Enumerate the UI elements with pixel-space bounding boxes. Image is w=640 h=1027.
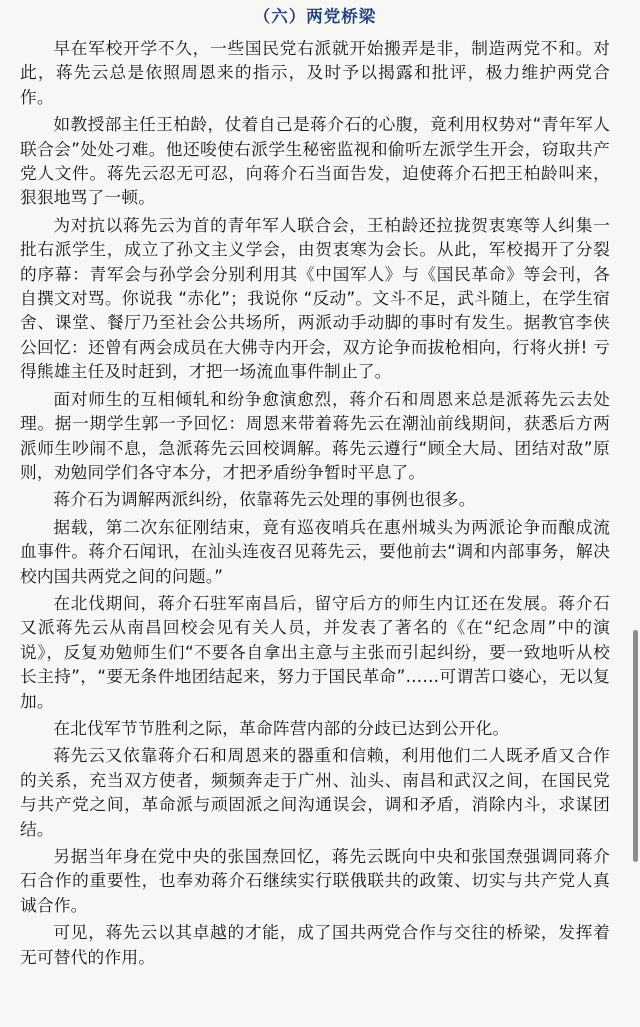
paragraph-10: 另据当年身在党中央的张国焘回忆，蒋先云既向中央和张国焘强调同蒋介石合作的重要性，也奉劝蒋介石继续实行联俄联共的政策、切实与共产党人真诚合作。 (20, 846, 610, 915)
paragraph-8: 在北伐军节节胜利之际，革命阵营内部的分歧已达到公开化。 (53, 717, 510, 738)
paragraph-11: 可见，蒋先云以其卓越的才能，成了国共两党合作与交往的桥梁，发挥着无可替代的作用。 (20, 922, 610, 967)
paragraph-5: 蒋介石为调解两派纠纷，依靠蒋先云处理的事例也很多。 (53, 489, 476, 510)
section-heading: （六）两党桥梁 (253, 7, 377, 26)
vertical-scrollbar[interactable] (633, 630, 638, 862)
paragraph-4: 面对师生的互相倾轧和纷争愈演愈烈，蒋介石和周恩来总是派蒋先云去处理。据一期学生郭一予回忆：周恩来带着蒋先云在潮汕前线期间，获悉后方两派师生吵闹不息，急派蒋先云回校调解。蒋先云遵行“顾全大局、团结对敌”原则，劝勉同学们各守本分，才把矛盾纷争暂时平息了。 (20, 388, 610, 482)
paragraph-2: 如教授部主任王柏龄，仗着自己是蒋介石的心腹，竟利用权势对“青年军人联合会”处处刁难。他还唆使右派学生秘密监视和偷听左派学生开会，窃取共产党人文件。蒋先云忍无可忍，向蒋介石当面告发，迫使蒋介石把王柏龄叫来，狠狠地骂了一顿。 (20, 114, 610, 208)
paragraph-7: 在北伐期间，蒋介石驻军南昌后，留守后方的师生内讧还在发展。蒋介石又派蒋先云从南昌回校会见有关人员，并发表了著名的《在“纪念周”中的演说》，反复劝勉师生们“不要各自拿出主意与主张而引起纠纷，要一致地听从校长主持”，“要无条件地团结起来，努力于国民革命”……可谓苦口婆心，无以复加。 (20, 592, 610, 711)
paragraph-9: 蒋先云又依靠蒋介石和周恩来的器重和信赖，利用他们二人既矛盾又合作的关系，充当双方使者，频频奔走于广州、汕头、南昌和武汉之间，在国民党与共产党之间，革命派与顽固派之间沟通误会，调和矛盾，消除内斗，求谋团结。 (20, 745, 610, 839)
paragraph-6: 据载，第二次东征刚结束，竟有巡夜哨兵在惠州城头为两派论争而酿成流血事件。蒋介石闻讯，在汕头连夜召见蒋先云，要他前去“调和内部事务，解决校内国共两党之间的问题。” (20, 516, 610, 586)
paragraph-3: 为对抗以蒋先云为首的青年军人联合会，王柏龄还拉拢贺衷寒等人纠集一批右派学生，成立了孙文主义学会，由贺衷寒为会长。从此，军校揭开了分裂的序幕：青军会与孙学会分别利用其《中国军人》与《国民革命》等会刊，各自撰文对骂。你说我 “赤化”；我说你 “反动”。文斗不足，武斗随上，在学生宿舍、课堂、餐厅乃至社会公共场所，两派动手动脚的事时有发生。据教官李侠公回忆：还曾有两会成员在大佛寺内开会，双方论争而拔枪相向，行将火拼! 亏得熊雄主任及时赶到，才把一场流血事件制止了。 (20, 214, 610, 382)
paragraph-1: 早在军校开学不久，一些国民党右派就开始搬弄是非，制造两党不和。对此，蒋先云总是依照周恩来的指示，及时予以揭露和批评，极力维护两党合作。 (20, 38, 610, 107)
